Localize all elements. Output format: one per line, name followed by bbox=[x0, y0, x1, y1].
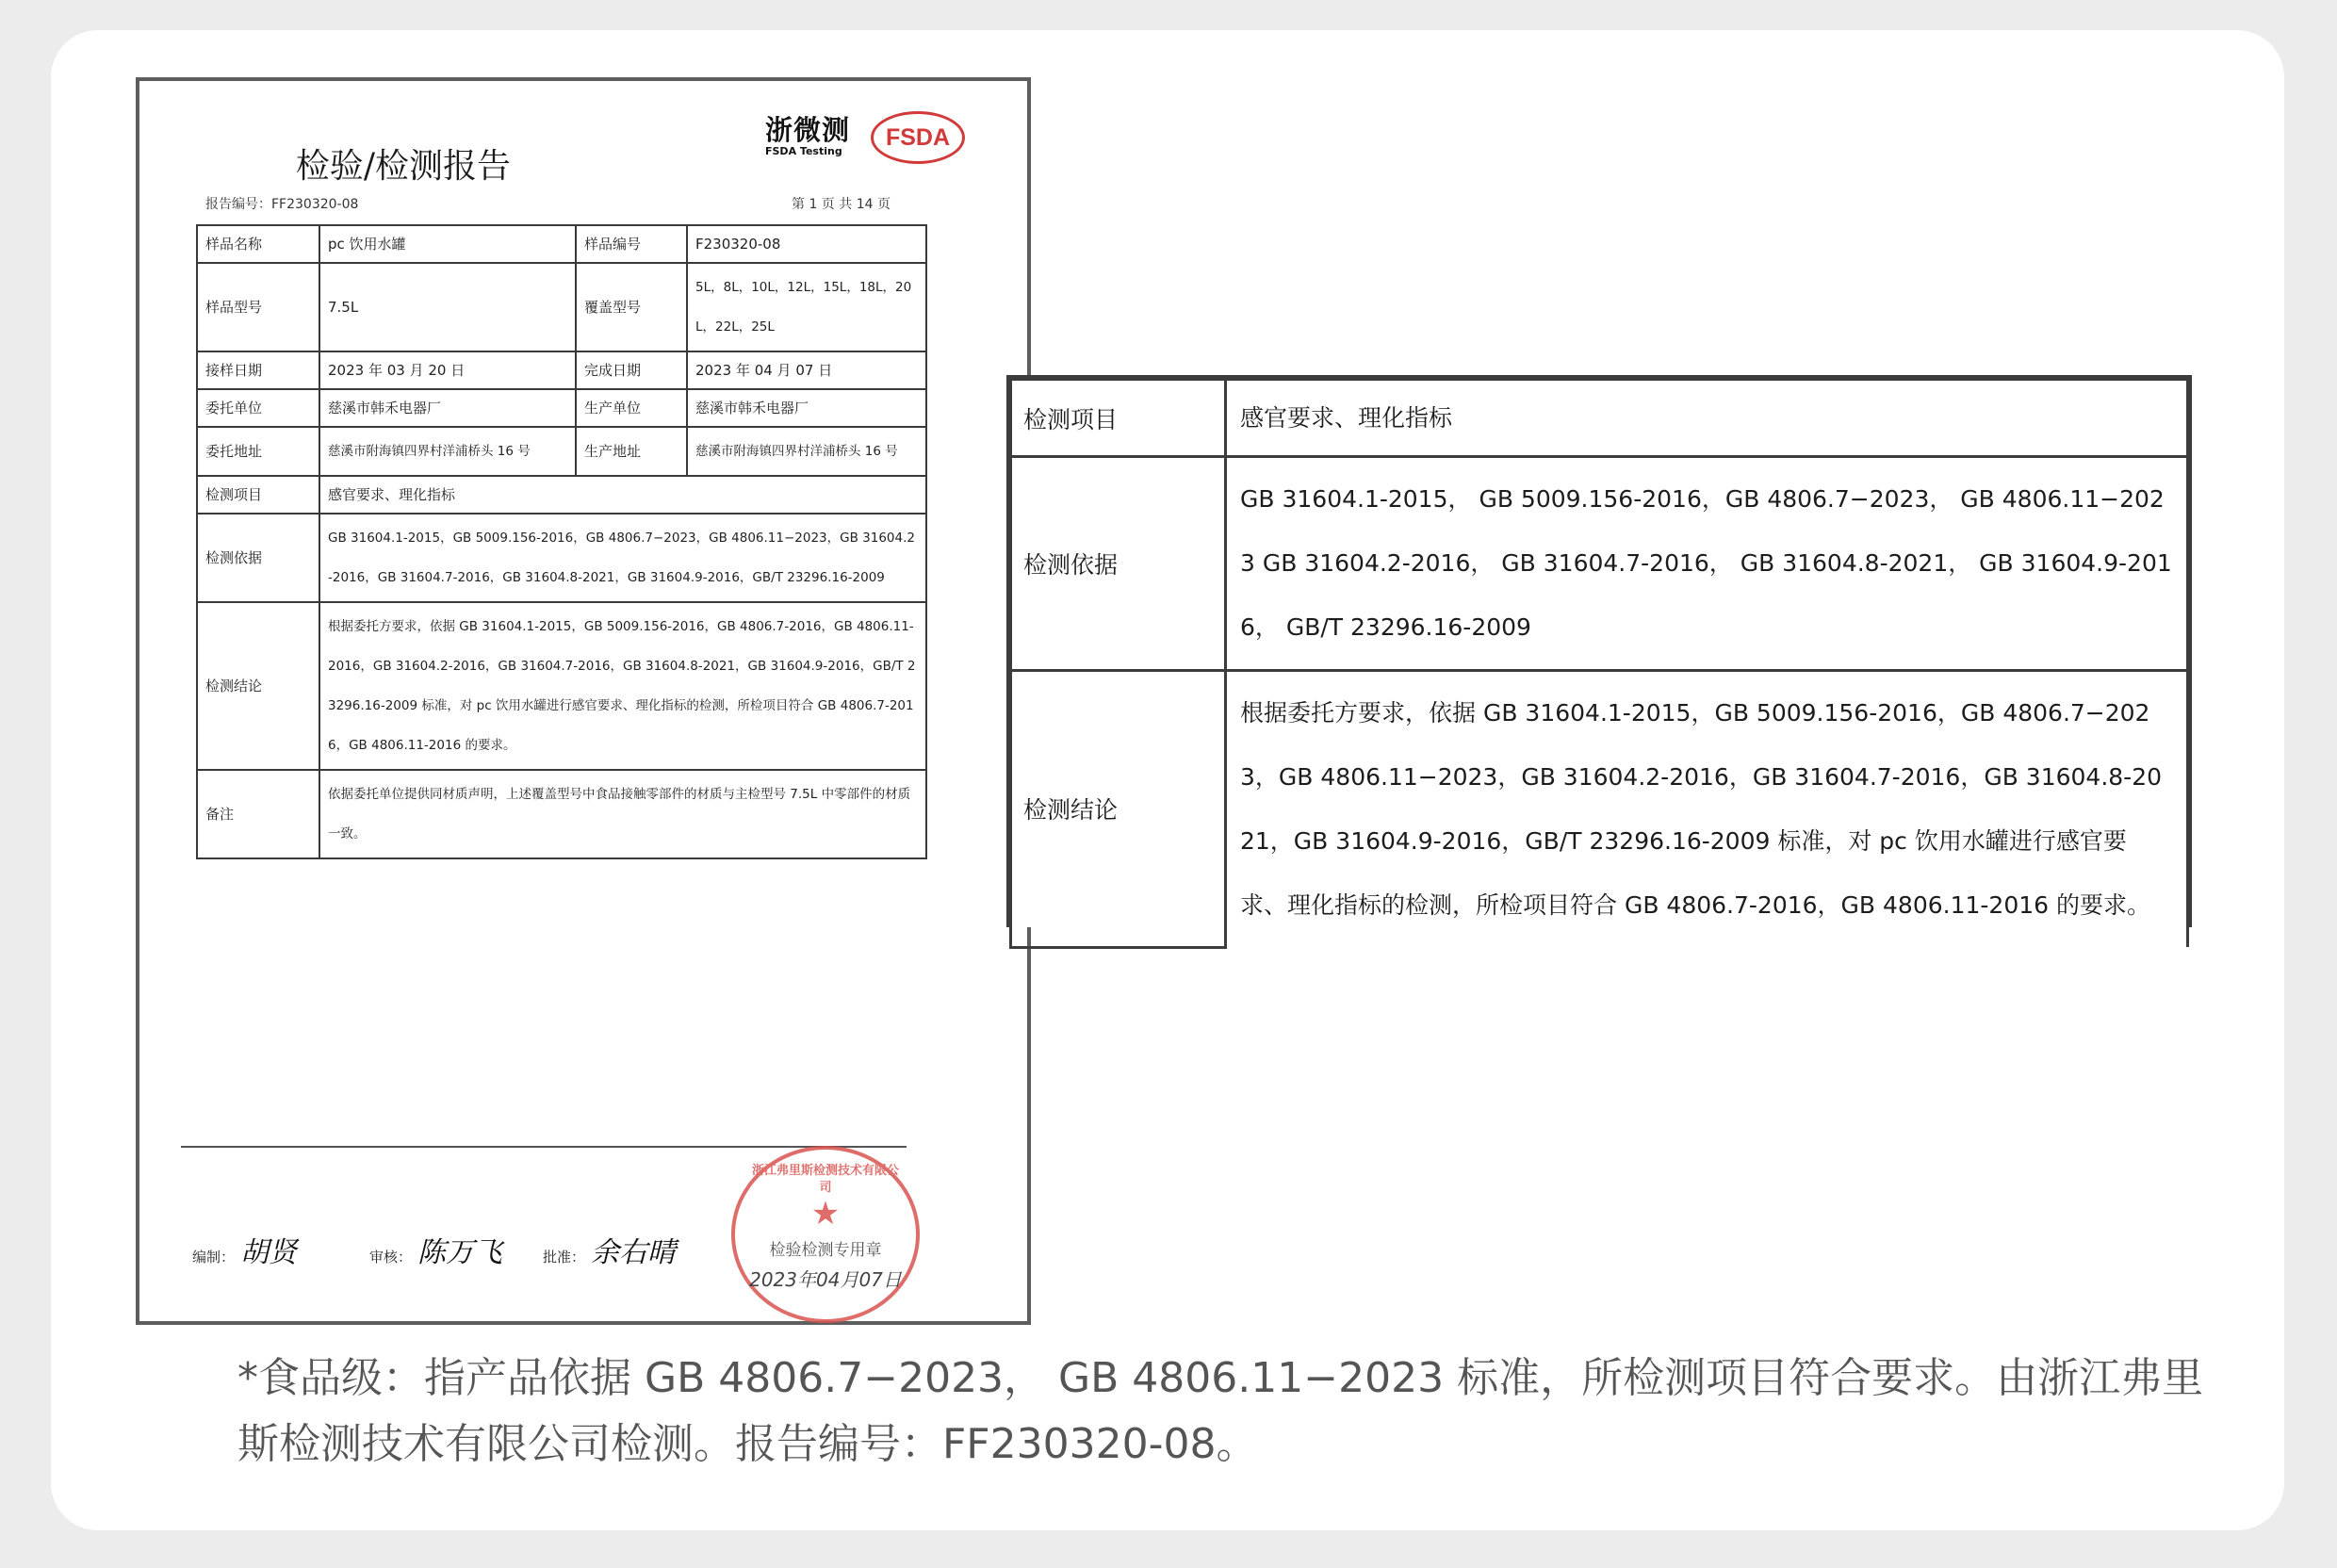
cell-value: 感官要求、理化指标 bbox=[319, 476, 926, 514]
signature-editor bbox=[192, 1229, 297, 1270]
signature-divider bbox=[181, 1146, 907, 1148]
signature-handwriting: 胡贤 bbox=[240, 1236, 298, 1269]
stamp-date: 2023年04月07日 bbox=[749, 1268, 902, 1291]
cell-value: 7.5L bbox=[319, 263, 576, 351]
cell-label: 检测结论 bbox=[1011, 671, 1226, 948]
table-row bbox=[197, 770, 926, 858]
stamp-org-name: 浙江弗里斯检测技术有限公司 bbox=[752, 1164, 900, 1195]
cell-label: 生产地址 bbox=[576, 427, 687, 476]
cell-label: 检测结论 bbox=[197, 602, 319, 770]
fsda-badge: FSDA bbox=[871, 111, 965, 164]
report-title: 检验/检测报告 bbox=[295, 147, 512, 186]
cell-value: 根据委托方要求，依据 GB 31604.1-2015，GB 5009.156-2016，GB 4806.7-2016，GB 4806.11-2016，GB 31604.2-2016，GB 31604.7-2016，GB 31604.8-2021，GB 31604.9-2016，GB/T 23296.16-2009 标准，对 pc 饮用水罐进行感官要求、理化指标的检测，所检项目符合 GB 4806.7-2016，GB 4806.11-2016 的要求。 bbox=[319, 602, 926, 770]
logo-chinese-name: 浙微测 bbox=[765, 114, 851, 146]
signature-label: 批准： bbox=[543, 1249, 586, 1266]
cell-value: F230320-08 bbox=[687, 225, 926, 263]
signature-label: 审核： bbox=[369, 1249, 413, 1266]
cell-label: 检测项目 bbox=[1011, 380, 1226, 457]
signature-label: 编制： bbox=[192, 1249, 236, 1266]
table-row bbox=[197, 389, 926, 427]
cell-value: 慈溪市附海镇四界村洋浦桥头 16 号 bbox=[319, 427, 576, 476]
stamp-use-text: 检验检测专用章 bbox=[769, 1241, 882, 1260]
report-page-info: 第 1 页 共 14 页 bbox=[792, 197, 891, 212]
signature-handwriting: 余右晴 bbox=[591, 1236, 677, 1269]
test-report-page bbox=[136, 77, 1031, 1325]
cell-label: 委托地址 bbox=[197, 427, 319, 476]
table-row bbox=[197, 351, 926, 389]
cell-label: 委托单位 bbox=[197, 389, 319, 427]
cell-value: 5L，8L，10L，12L，15L，18L，20L，22L，25L bbox=[687, 263, 926, 351]
cell-value: GB 31604.1-2015，GB 5009.156-2016，GB 4806.7−2023，GB 4806.11−2023，GB 31604.2-2016，GB 31604.7-2016，GB 31604.8-2021，GB 31604.9-2016，GB/T 23296.16-2009 bbox=[319, 514, 926, 602]
cell-label: 检测依据 bbox=[197, 514, 319, 602]
cell-label: 检测项目 bbox=[197, 476, 319, 514]
table-row bbox=[1011, 457, 2188, 671]
signature-reviewer bbox=[369, 1229, 502, 1270]
cell-value: 根据委托方要求，依据 GB 31604.1-2015，GB 5009.156-2016，GB 4806.7−2023，GB 4806.11−2023，GB 31604.2-2016，GB 31604.7-2016，GB 31604.8-2021，GB 31604.9-2016，GB/T 23296.16-2009 标准，对 pc 饮用水罐进行感官要求、理化指标的检测，所检项目符合 GB 4806.7-2016，GB 4806.11-2016 的要求。 bbox=[1226, 671, 2188, 948]
cell-label: 接样日期 bbox=[197, 351, 319, 389]
table-row bbox=[197, 514, 926, 602]
signature-approver bbox=[543, 1229, 676, 1270]
cell-label: 样品名称 bbox=[197, 225, 319, 263]
cell-label: 完成日期 bbox=[576, 351, 687, 389]
cell-value: 2023 年 04 月 07 日 bbox=[687, 351, 926, 389]
report-number: 报告编号：FF230320-08 bbox=[205, 197, 359, 212]
signature-handwriting: 陈万飞 bbox=[417, 1236, 503, 1269]
cell-label: 样品型号 bbox=[197, 263, 319, 351]
cell-label: 备注 bbox=[197, 770, 319, 858]
cell-value: pc 饮用水罐 bbox=[319, 225, 576, 263]
cell-value: 慈溪市韩禾电器厂 bbox=[319, 389, 576, 427]
cell-value: GB 31604.1-2015， GB 5009.156-2016，GB 4806.7−2023， GB 4806.11−2023 GB 31604.2-2016， GB 31604.7-2016， GB 31604.8-2021， GB 31604.9-2016， GB/T 23296.16-2009 bbox=[1226, 457, 2188, 671]
logo-english-name: FSDA Testing bbox=[765, 145, 842, 157]
cell-value: 慈溪市韩禾电器厂 bbox=[687, 389, 926, 427]
table-row bbox=[197, 476, 926, 514]
cell-label: 检测依据 bbox=[1011, 457, 1226, 671]
footnote-caption: *食品级：指产品依据 GB 4806.7−2023， GB 4806.11−2023 标准，所检测项目符合要求。由浙江弗里斯检测技术有限公司检测。报告编号：FF230320-08。 bbox=[237, 1354, 2204, 1468]
cell-value: 慈溪市附海镇四界村洋浦桥头 16 号 bbox=[687, 427, 926, 476]
table-row bbox=[197, 263, 926, 351]
fsda-logo bbox=[765, 109, 991, 166]
zoom-table bbox=[1009, 378, 2189, 949]
zoomed-table-excerpt bbox=[1006, 375, 2192, 927]
star-icon: ★ bbox=[810, 1195, 841, 1233]
cell-value: 2023 年 03 月 20 日 bbox=[319, 351, 576, 389]
cell-value: 感官要求、理化指标 bbox=[1226, 380, 2188, 457]
table-row bbox=[197, 427, 926, 476]
table-row bbox=[197, 602, 926, 770]
official-seal-stamp bbox=[731, 1146, 920, 1323]
cell-label: 生产单位 bbox=[576, 389, 687, 427]
report-table bbox=[196, 224, 927, 859]
table-row bbox=[1011, 671, 2188, 948]
cell-value: 依据委托单位提供同材质声明，上述覆盖型号中食品接触零部件的材质与主检型号 7.5L 中零部件的材质一致。 bbox=[319, 770, 926, 858]
table-row bbox=[197, 225, 926, 263]
table-row bbox=[1011, 380, 2188, 457]
cell-label: 覆盖型号 bbox=[576, 263, 687, 351]
cell-label: 样品编号 bbox=[576, 225, 687, 263]
